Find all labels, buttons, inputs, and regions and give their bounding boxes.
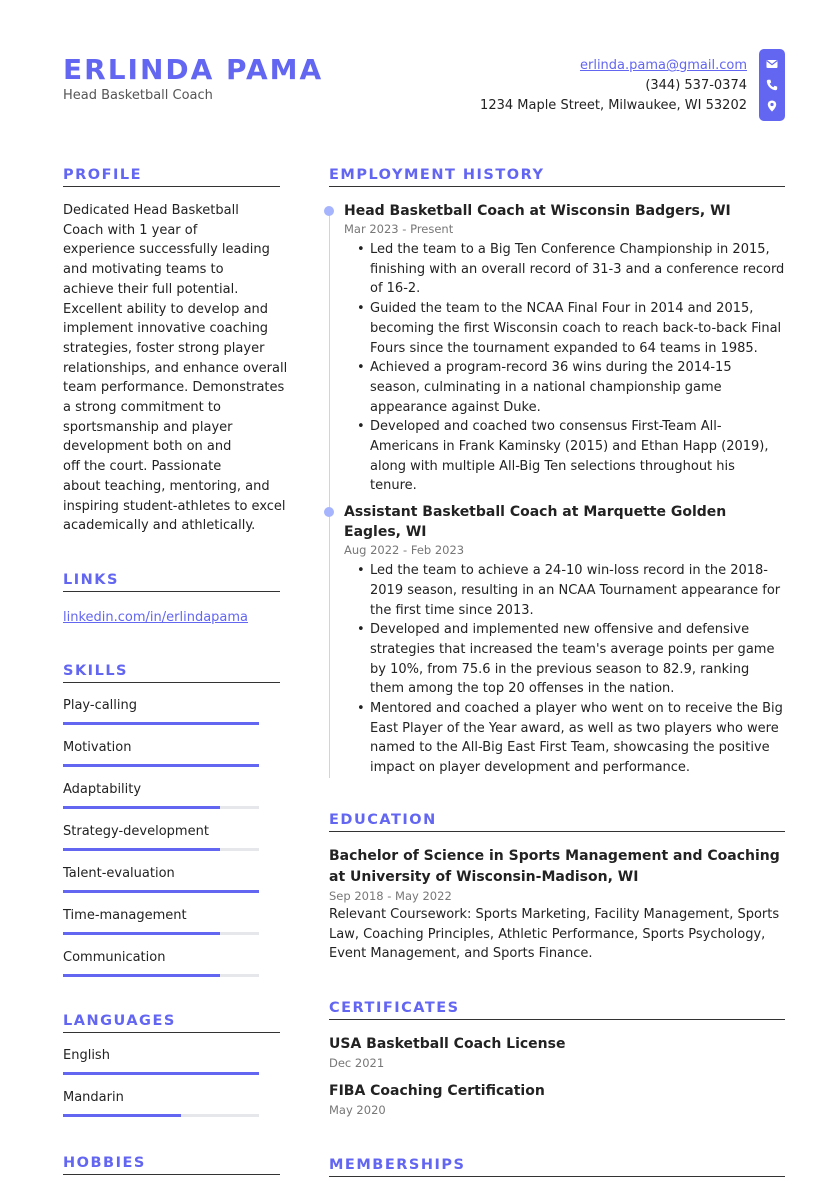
email-link[interactable]: erlinda.pama@gmail.com [579,58,747,73]
profile-line: achieve their full potential. [63,281,239,297]
skills-list [63,697,280,977]
links-heading: LINKS [63,572,280,592]
job-bullet: • Developed and coached two consensus First-Team All-Americans in Frank Kaminsky (2015) and Ethan Happ (2019), along with multiple All-Big Ten selections throughout his tenure. [370,417,785,496]
level-bar-track [63,1072,259,1075]
certificate-title: USA Basketball Coach License [329,1035,566,1052]
profile-line: Dedicated Head Basketball [63,203,239,218]
skill-item [63,823,280,851]
timeline-dot [324,507,334,517]
profile-line: and motivating teams to [63,262,224,278]
level-bar-fill [63,806,220,809]
skill-item [63,781,280,809]
certificate-entry [329,1081,785,1119]
certificate-date: Dec 2021 [329,1055,385,1070]
job-entry [329,502,785,778]
certificate-entry [329,1034,785,1072]
envelope-icon [766,58,778,70]
job-bullets [344,561,785,778]
certificates-section [329,1000,785,1119]
level-bar-fill [63,848,220,851]
level-bar-fill [63,764,259,767]
skill-label: Talent-evaluation [63,865,175,881]
job-bullet: • Achieved a program-record 36 wins during the 2014-15 season, culminating in a national championship game appearance against Duke. [370,358,785,417]
level-bar-fill [63,890,259,893]
profile-line: Coach with 1 year of [63,222,198,238]
level-bar-fill [63,974,220,977]
candidate-name: ERLINDA PAMA [63,53,324,86]
education-description: Relevant Coursework: Sports Marketing, Facility Management, Sports Law, Coaching Principles, Athletic Performance, Sports Psychology, Event Management, and Sports Finance. [329,906,780,962]
profile-line: about teaching, mentoring, and [63,478,270,494]
profile-section [63,167,288,536]
links-section [63,572,280,625]
employment-section [329,167,785,778]
languages-list [63,1047,280,1117]
level-bar-fill [63,1072,259,1075]
linkedin-link[interactable]: linkedin.com/in/erlindapama [63,609,249,625]
certificate-date: May 2020 [329,1102,386,1117]
skill-label: Time-management [63,907,187,923]
level-bar-track [63,1114,259,1117]
profile-line: sportsmanship and player [63,419,233,435]
education-entry [329,846,785,964]
job-bullet: • Developed and implemented new offensive and defensive strategies that increased the team's average points per game by 10%, from 75.6 in the previous season to 82.9, ranking them among the top 20 offenses in the nation. [370,620,785,699]
contact-info [480,56,747,116]
language-label: Mandarin [63,1089,124,1105]
level-bar-track [63,890,259,893]
level-bar-track [63,764,259,767]
level-bar-track [63,848,259,851]
language-item [63,1089,280,1117]
phone-icon [766,79,778,91]
profile-line: strategies, foster strong player [63,340,265,356]
employment-timeline [329,201,785,778]
languages-section [63,1013,280,1117]
skill-item [63,865,280,893]
education-title: Bachelor of Science in Sports Management and Coaching at University of Wisconsin-Madison, WI [329,847,780,885]
profile-line: team performance. Demonstrates [63,380,285,396]
profile-line: a strong commitment to [63,400,221,416]
hobbies-heading: HOBBIES [63,1155,280,1175]
level-bar-track [63,932,259,935]
address: 1234 Maple Street, Milwaukee, WI 53202 [480,98,747,113]
level-bar-fill [63,722,259,725]
profile-line: off the court. Passionate [63,459,222,475]
education-section [329,812,785,964]
job-entry [329,201,785,496]
job-bullet: • Guided the team to the NCAA Final Four in 2014 and 2015, becoming the first Wisconsin coach to reach back-to-back Final Fours since the tournament expanded to 64 teams in 1985. [370,299,785,358]
language-label: English [63,1047,110,1063]
skill-label: Communication [63,949,166,965]
skill-label: Motivation [63,739,132,755]
skill-item [63,907,280,935]
level-bar-track [63,974,259,977]
hobbies-section [63,1155,280,1175]
profile-line: relationships, and enhance overall [63,360,288,376]
skills-section [63,663,280,977]
job-bullet: • Mentored and coached a player who went on to receive the Big East Player of the Year award, as well as two players who were named to the All-Big East First Team, showcasing the positive impact on player development and performance. [370,699,785,778]
job-bullet: • Led the team to achieve a 24-10 win-loss record in the 2018-2019 season, resulting in an NCAA Tournament appearance for the first time since 2013. [370,561,785,620]
job-date: Aug 2022 - Feb 2023 [344,543,465,558]
education-date: Sep 2018 - May 2022 [329,888,452,903]
certificate-title: FIBA Coaching Certification [329,1082,545,1099]
profile-line: Excellent ability to develop and [63,301,269,317]
left-column [63,167,288,1189]
profile-line: development both on and [63,439,232,455]
memberships-section [329,1157,785,1177]
skill-item [63,697,280,725]
profile-line: academically and athletically. [63,518,256,534]
skill-item [63,739,280,767]
skill-label: Play-calling [63,697,138,713]
language-item [63,1047,280,1075]
timeline-dot [324,206,334,216]
skill-label: Strategy-development [63,823,209,839]
phone-number: (344) 537-0374 [645,78,747,93]
contact-icon-bar [759,49,785,121]
candidate-title: Head Basketball Coach [63,88,213,103]
memberships-heading: MEMBERSHIPS [329,1157,785,1177]
languages-heading: LANGUAGES [63,1013,280,1033]
level-bar-fill [63,932,220,935]
level-bar-fill [63,1114,181,1117]
job-bullet: • Led the team to a Big Ten Conference Championship in 2015, finishing with an overall record of 31-3 and a conference record of 16-2. [370,240,785,299]
job-title: Assistant Basketball Coach at Marquette Golden Eagles, WI [344,504,727,541]
employment-heading: EMPLOYMENT HISTORY [329,167,785,187]
level-bar-track [63,806,259,809]
right-column [329,167,785,1191]
skills-heading: SKILLS [63,663,280,683]
certificates-heading: CERTIFICATES [329,1000,785,1020]
profile-text [63,201,288,536]
profile-line: inspiring student-athletes to excel [63,498,286,514]
job-date: Mar 2023 - Present [344,222,454,236]
education-heading: EDUCATION [329,812,785,832]
job-bullets [344,240,785,496]
profile-line: experience successfully leading [63,242,270,258]
profile-heading: PROFILE [63,167,280,187]
skill-item [63,949,280,977]
level-bar-track [63,722,259,725]
job-title: Head Basketball Coach at Wisconsin Badgers, WI [344,203,731,219]
skill-label: Adaptability [63,781,142,797]
profile-line: implement innovative coaching [63,321,269,337]
map-pin-icon [766,100,778,112]
